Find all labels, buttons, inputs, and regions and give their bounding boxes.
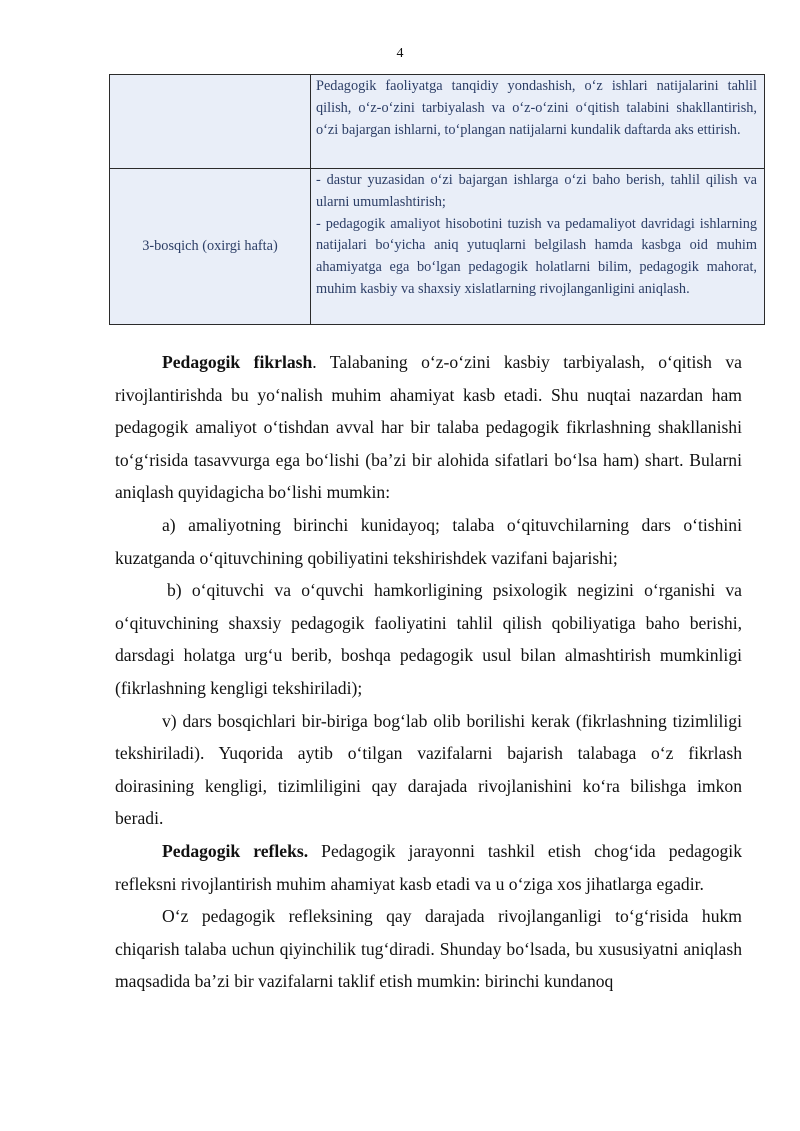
paragraph-reflex-assessment xyxy=(115,900,742,998)
paragraph-text: v) dars bosqichlari bir-biriga bog‘lab olib borilishi kerak (fikrlashning tizimliligi tekshiriladi). Yuqorida aytib o‘tilgan vazifalarni bajarish talabaga o‘z fikrlash doirasining kengligi, tizimliligini qay darajada rivojlanishini ko‘ra bilishga imkon beradi. xyxy=(115,710,742,829)
paragraph-item-b xyxy=(115,574,742,704)
paragraph-heading: Pedagogik refleks. xyxy=(162,840,309,861)
paragraph-text: Pedagogik jarayonni tashkil etish chog‘ida pedagogik refleksni rivojlantirish muhim ahamiyat kasb etadi va u o‘ziga xos jihatlarga egadir. xyxy=(115,840,742,894)
description-item: Pedagogik faoliyatga tanqidiy yondashish, o‘z ishlari natijalarini tahlil qilish, o‘z-o‘zini tarbiyalash va o‘z-o‘zini o‘qitish talabini shakllantirish, o‘zi bajargan ishlarni, to‘plangan natijalarni kundalik daftarda aks ettirish. xyxy=(316,78,757,138)
table-row xyxy=(110,75,765,169)
practice-stages-table xyxy=(109,74,765,325)
paragraph-item-a xyxy=(115,509,742,574)
description-cell xyxy=(311,169,765,325)
body-text xyxy=(115,346,742,998)
stage-cell xyxy=(110,75,311,169)
table-row xyxy=(110,169,765,325)
paragraph-text: a) amaliyotning birinchi kunidayoq; talaba o‘qituvchilarning dars o‘tishini kuzatganda o‘qituvchining qobiliyatini tekshirishdek vazifani bajarishi; xyxy=(115,514,742,568)
description-item: - dastur yuzasidan o‘zi bajargan ishlarga o‘zi baho berish, tahlil qilish va ularni umumlashtirish; xyxy=(316,172,757,210)
paragraph-pedagogical-thinking xyxy=(115,346,742,509)
description-cell xyxy=(311,75,765,169)
paragraph-heading: Pedagogik fikrlash xyxy=(162,352,313,372)
paragraph-pedagogical-reflex xyxy=(115,835,742,900)
paragraph-text: O‘z pedagogik refleksining qay darajada rivojlanganligi to‘g‘risida hukm chiqarish talaba uchun qiyinchilik tug‘diradi. Shunday bo‘lsada, bu xususiyatni aniqlash maqsadida ba’zi bir vazifalarni taklif etish mumkin: birinchi kundanoq xyxy=(115,906,742,992)
paragraph-item-v xyxy=(115,705,742,835)
paragraph-text: b) o‘qituvchi va o‘quvchi hamkorligining psixologik negizini o‘rganishi va o‘qituvchining shaxsiy pedagogik faoliyatini tahlil qilish qobiliyatiga baho berishi, darsdagi holatga urg‘u berib, boshqa pedagogik usul bilan almashtirish mumkinligi (fikrlashning kengligi tekshiriladi); xyxy=(115,580,742,698)
stage-label: 3-bosqich (oxirgi hafta) xyxy=(142,238,278,254)
stage-cell xyxy=(110,169,311,325)
paragraph-text: . Talabaning o‘z-o‘zini kasbiy tarbiyalash, o‘qitish va rivojlantirishda bu yo‘nalish muhim ahamiyat kasb etadi. Shu nuqtai nazardan ham pedagogik amaliyot o‘tishdan avval har bir talaba pedagogik fikrlashning shakllanishi to‘g‘risida tasavvurga ega bo‘lishi (ba’zi bir alohida sifatlari bo‘lsa ham) shart. Bularni aniqlash quyidagicha bo‘lishi mumkin: xyxy=(115,352,742,503)
page-number: 4 xyxy=(396,46,404,61)
description-item: - pedagogik amaliyot hisobotini tuzish va pedamaliyot davridagi ishlarning natijalari bo‘yicha aniq yutuqlarni belgilash hamda kasbga oid muhim ahamiyatga ega bo‘lgan pedagogik holatlarni bilim, pedagogik mahorat, muhim kasbiy va shaxsiy xislatlarning rivojlanganligini aniqlash. xyxy=(316,215,757,297)
